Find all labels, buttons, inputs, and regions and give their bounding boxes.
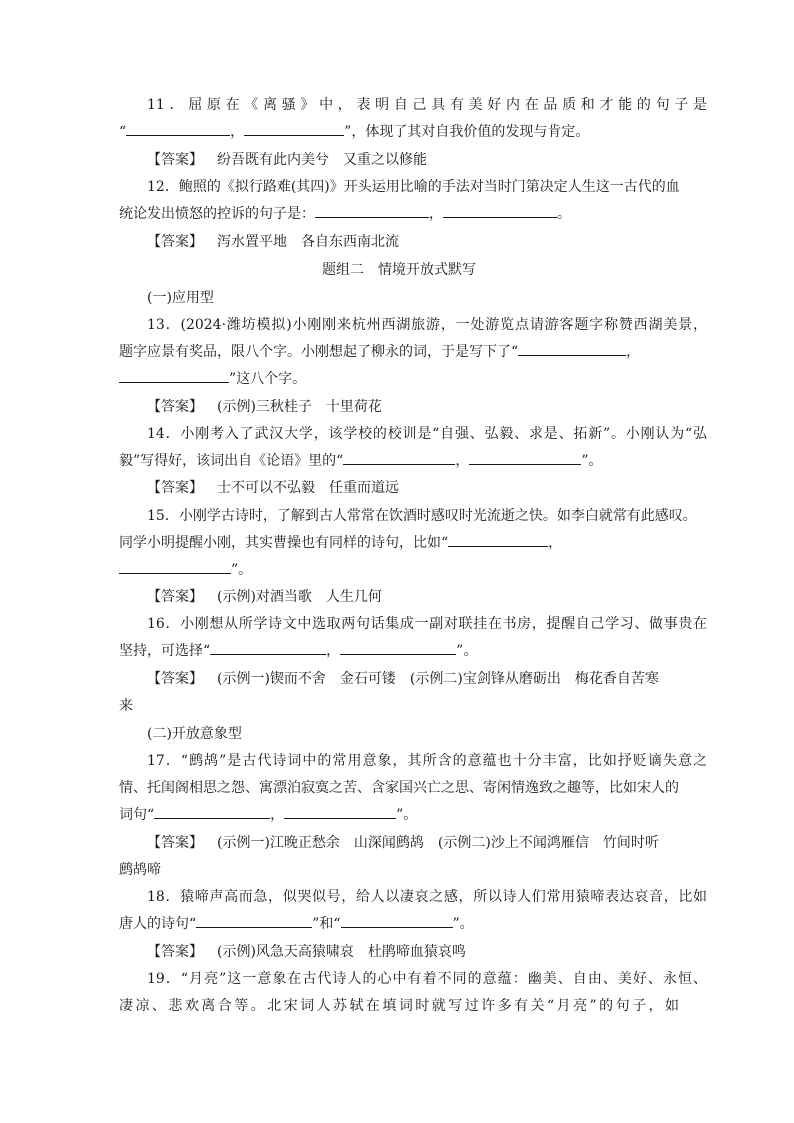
answer-blank[interactable]: [343, 451, 455, 465]
answer-blank[interactable]: [196, 914, 312, 928]
answer-blank[interactable]: [341, 914, 453, 928]
answer-blank[interactable]: [210, 641, 326, 655]
q13-answer: 【答案】 (示例)三秋桂子 十里荷花: [147, 399, 382, 415]
answer-blank[interactable]: [469, 451, 581, 465]
answer-blank[interactable]: [119, 560, 231, 574]
answer-tag: 【答案】: [147, 234, 203, 250]
q18-answer: 【答案】 (示例)风急天高猿啸哀 杜鹃啼血猿哀鸣: [147, 944, 466, 960]
q13-line3: ”这八个字。: [119, 369, 679, 389]
answer-blank[interactable]: [518, 342, 626, 356]
answer-blank[interactable]: [443, 204, 557, 218]
q15-line2: 同学小明提醒小刚，其实曹操也有同样的诗句，比如“ ，: [119, 535, 563, 551]
answer-tag: 【答案】: [147, 480, 203, 496]
q19-line1: 19．“月亮”这一意象在古代诗人的心中有着不同的意蕴：幽美、自由、美好、永恒、: [147, 971, 707, 987]
answer-tag: 【答案】: [147, 399, 203, 415]
q16-line2: 坚持，可选择“ ， ”。: [119, 643, 478, 659]
q12-answer: 【答案】 泻水置平地 各自东西南北流: [147, 234, 399, 250]
section2-heading: (二)开放意象型: [147, 726, 242, 742]
group2-title: 题组二 情境开放式默写: [322, 262, 476, 278]
q16-line1: 16．小刚想从所学诗文中选取两句话集成一副对联挂在书房，提醒自己学习、做事贵在: [147, 616, 707, 632]
q18-line2: 唐人的诗句“ ”和“ ”。: [119, 916, 474, 932]
q17-answer-cont: 鹧鸪啼: [119, 862, 161, 878]
q11-line1: 11．屈原在《离骚》中，表明自己具有美好内在品质和才能的句子是: [147, 97, 707, 113]
q16-answer-cont: 来: [119, 698, 133, 714]
q14-line1: 14．小刚考入了武汉大学，该学校的校训是“自强、弘毅、求是、拓新”。小刚认为“弘: [147, 426, 707, 442]
q13-line2: 题字应景有奖品，限八个字。小刚想起了柳永的词，于是写下了“ ，: [119, 344, 641, 360]
answer-blank[interactable]: [315, 204, 429, 218]
q12-line1: 12．鲍照的《拟行路难(其四)》开头运用比喻的手法对当时门第决定人生这一古代的血: [147, 179, 680, 195]
q15-line3: ”。: [119, 560, 679, 580]
answer-blank[interactable]: [154, 805, 270, 819]
q11-answer: 【答案】 纷吾既有此内美兮 又重之以修能: [147, 152, 427, 168]
q17-line2: 情、托闺阁相思之怨、寓漂泊寂寞之苦、含家国兴亡之思、寄闲情逸致之趣等，比如宋人的: [119, 780, 679, 796]
answer-tag: 【答案】: [147, 835, 203, 851]
answer-blank[interactable]: [340, 641, 456, 655]
q16-answer: 【答案】 (示例一)锲而不舍 金石可镂 (示例二)宝剑锋从磨砺出 梅花香自苦寒: [147, 671, 659, 687]
section1-heading: (一)应用型: [147, 290, 214, 306]
q12-line2: 统论发出愤怒的控诉的句子是： ， 。: [119, 206, 571, 222]
q15-line1: 15．小刚学古诗时，了解到古人常常在饮酒时感叹时光流逝之快。如李白就常有此感叹。: [147, 508, 697, 524]
q17-line3: 词句“ ， ”。: [119, 807, 418, 823]
answer-blank[interactable]: [244, 122, 344, 136]
q15-answer: 【答案】 (示例)对酒当歌 人生几何: [147, 589, 382, 605]
q11-line2: “ ， ”，体现了其对自我价值的发现与肯定。: [119, 124, 590, 140]
q13-line1: 13．(2024·潍坊模拟)小刚刚来杭州西湖旅游，一处游览点请游客题字称赞西湖美景，: [147, 317, 707, 333]
answer-blank[interactable]: [119, 369, 229, 383]
q14-answer: 【答案】 士不可以不弘毅 任重而道远: [147, 480, 399, 496]
answer-blank[interactable]: [126, 122, 230, 136]
answer-tag: 【答案】: [147, 152, 203, 168]
q17-answer: 【答案】 (示例一)江晚正愁余 山深闻鹧鸪 (示例二)沙上不闻鸿雁信 竹间时听: [147, 835, 659, 851]
answer-blank[interactable]: [448, 533, 548, 547]
answer-blank[interactable]: [284, 805, 396, 819]
q19-line2: 凄凉、悲欢离合等。北宋词人苏轼在填词时就写过许多有关“月亮”的句子，如: [119, 998, 679, 1014]
answer-tag: 【答案】: [147, 671, 203, 687]
q14-line2: 毅”写得好，该词出自《论语》里的“ ， ”。: [119, 453, 603, 469]
q18-line1: 18．猿啼声高而急，似哭似号，给人以凄哀之感，所以诗人们常用猿啼表达哀音，比如: [147, 889, 707, 905]
answer-tag: 【答案】: [147, 589, 203, 605]
q17-line1: 17．“鹧鸪”是古代诗词中的常用意象，其所含的意蕴也十分丰富，比如抒贬谪失意之: [147, 753, 707, 769]
answer-tag: 【答案】: [147, 944, 203, 960]
